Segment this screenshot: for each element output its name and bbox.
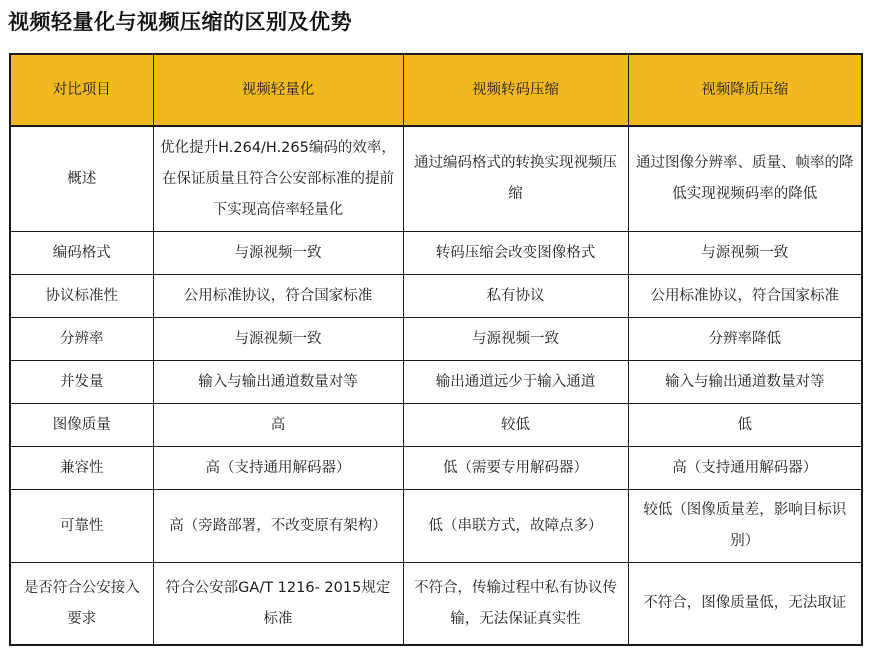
transcode-cell: 与源视频一致 — [403, 318, 628, 361]
table-row-compliance — [10, 563, 862, 646]
comparison-table — [9, 53, 863, 646]
row-label-cell: 可靠性 — [10, 490, 153, 563]
table-header-row — [10, 54, 862, 126]
header-cell-degrade: 视频降质压缩 — [628, 54, 862, 126]
transcode-cell: 不符合，传输过程中私有协议传输，无法保证真实性 — [403, 563, 628, 646]
table-row-concurrency — [10, 361, 862, 404]
degrade-cell: 与源视频一致 — [628, 232, 862, 275]
lightweight-cell: 公用标准协议，符合国家标准 — [153, 275, 403, 318]
degrade-cell: 低 — [628, 404, 862, 447]
row-label-cell: 并发量 — [10, 361, 153, 404]
transcode-cell: 转码压缩会改变图像格式 — [403, 232, 628, 275]
lightweight-cell: 高（旁路部署，不改变原有架构） — [153, 490, 403, 563]
row-label-cell: 是否符合公安接入要求 — [10, 563, 153, 646]
transcode-cell: 输出通道远少于输入通道 — [403, 361, 628, 404]
degrade-cell: 分辨率降低 — [628, 318, 862, 361]
degrade-cell: 高（支持通用解码器） — [628, 447, 862, 490]
transcode-cell: 低（串联方式，故障点多） — [403, 490, 628, 563]
table-row-overview — [10, 126, 862, 232]
lightweight-cell: 与源视频一致 — [153, 318, 403, 361]
page-title: 视频轻量化与视频压缩的区别及优势 — [8, 10, 352, 34]
table-row-encoding-format — [10, 232, 862, 275]
header-cell-lightweight: 视频轻量化 — [153, 54, 403, 126]
transcode-cell: 私有协议 — [403, 275, 628, 318]
lightweight-cell: 高（支持通用解码器） — [153, 447, 403, 490]
lightweight-cell: 符合公安部GA/T 1216- 2015规定标准 — [153, 563, 403, 646]
row-label-cell: 图像质量 — [10, 404, 153, 447]
transcode-cell: 较低 — [403, 404, 628, 447]
row-label-cell: 概述 — [10, 126, 153, 232]
row-label-cell: 编码格式 — [10, 232, 153, 275]
table-row-reliability — [10, 490, 862, 563]
row-label-cell: 分辨率 — [10, 318, 153, 361]
degrade-cell: 较低（图像质量差，影响目标识别） — [628, 490, 862, 563]
lightweight-cell: 优化提升H.264/H.265编码的效率，在保证质量且符合公安部标准的提前下实现高倍率轻量化 — [153, 126, 403, 232]
degrade-cell: 不符合，图像质量低，无法取证 — [628, 563, 862, 646]
table-row-resolution — [10, 318, 862, 361]
degrade-cell: 通过图像分辨率、质量、帧率的降低实现视频码率的降低 — [628, 126, 862, 232]
lightweight-cell: 高 — [153, 404, 403, 447]
lightweight-cell: 与源视频一致 — [153, 232, 403, 275]
table-row-compatibility — [10, 447, 862, 490]
transcode-cell: 低（需要专用解码器） — [403, 447, 628, 490]
lightweight-cell: 输入与输出通道数量对等 — [153, 361, 403, 404]
transcode-cell: 通过编码格式的转换实现视频压缩 — [403, 126, 628, 232]
row-label-cell: 协议标准性 — [10, 275, 153, 318]
row-label-cell: 兼容性 — [10, 447, 153, 490]
header-cell-transcode: 视频转码压缩 — [403, 54, 628, 126]
header-cell-item: 对比项目 — [10, 54, 153, 126]
degrade-cell: 输入与输出通道数量对等 — [628, 361, 862, 404]
degrade-cell: 公用标准协议，符合国家标准 — [628, 275, 862, 318]
table-row-image-quality — [10, 404, 862, 447]
table-row-protocol-standard — [10, 275, 862, 318]
